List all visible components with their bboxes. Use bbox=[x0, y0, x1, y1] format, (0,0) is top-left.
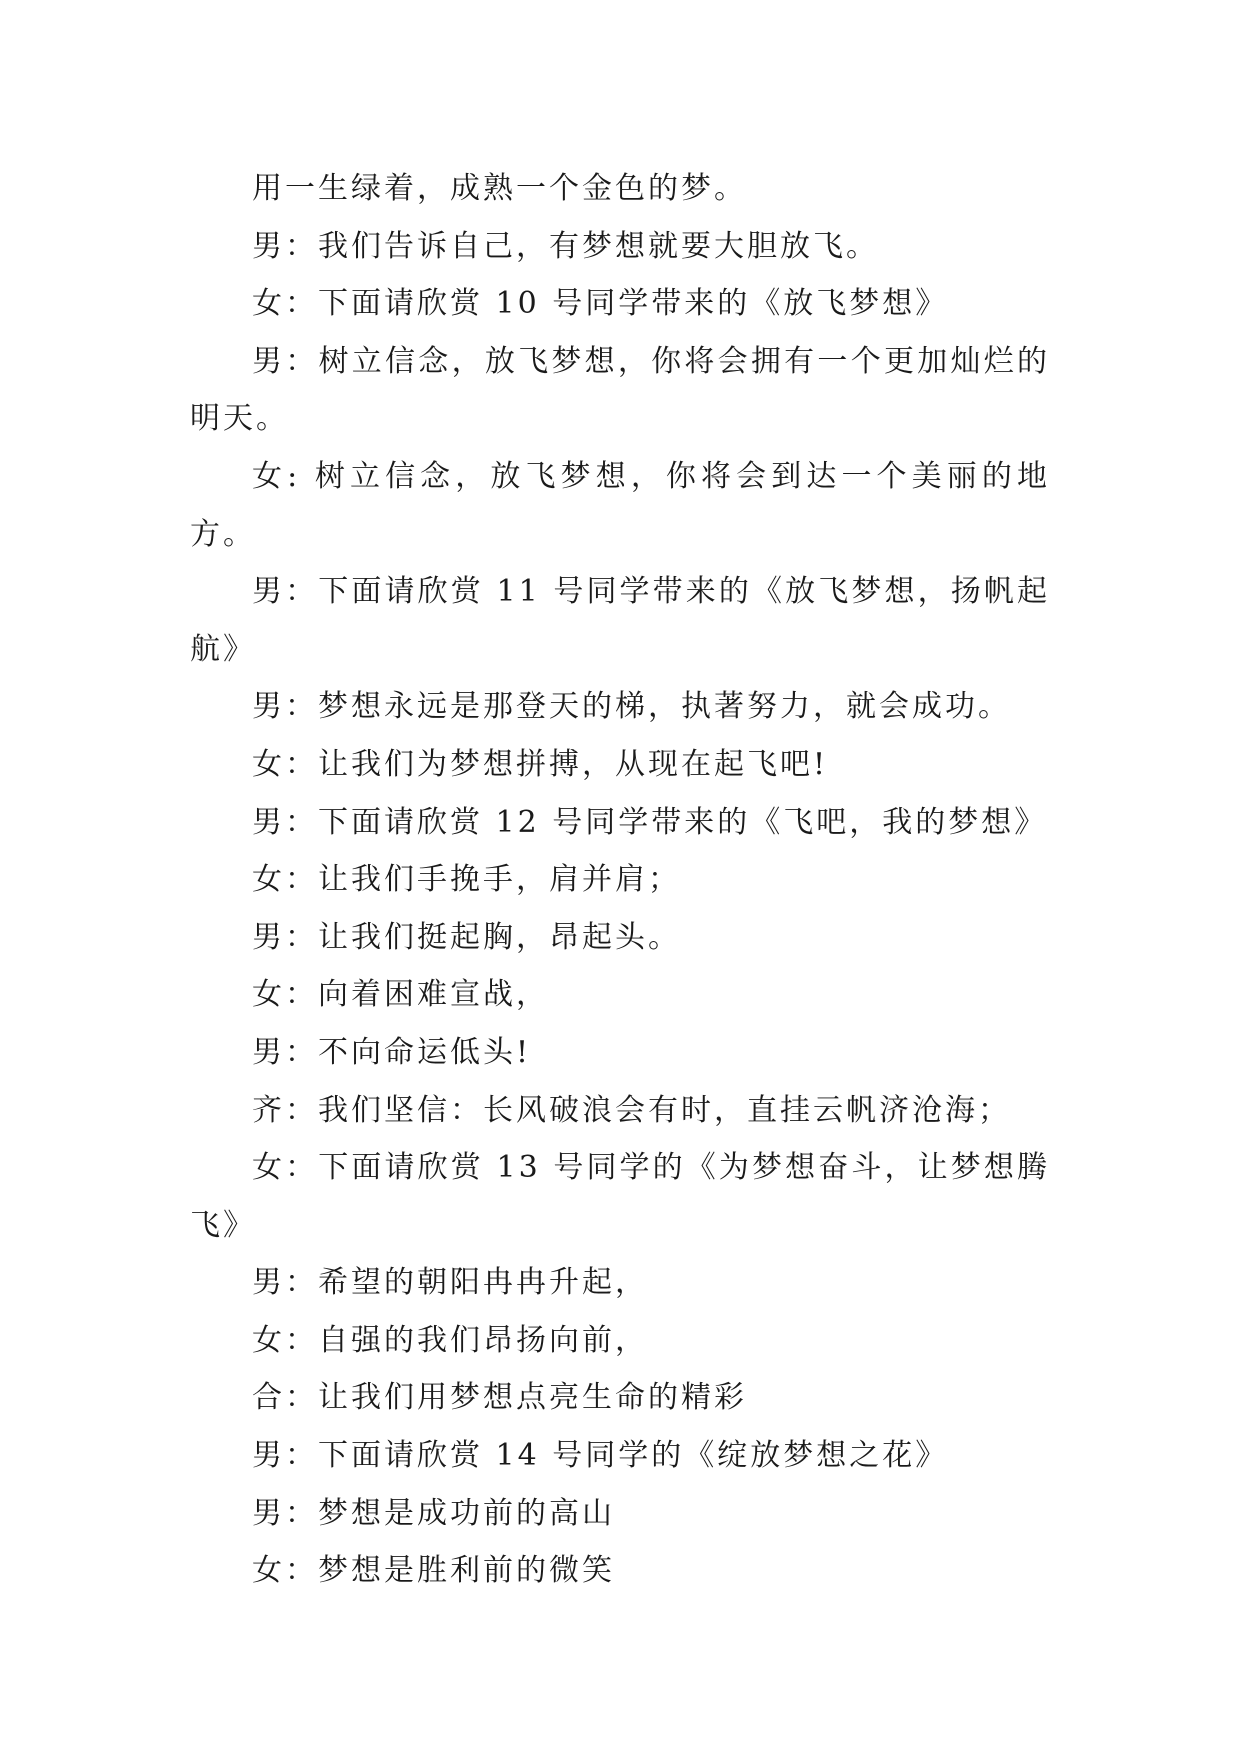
paragraph: 女：梦想是胜利前的微笑 bbox=[252, 1553, 615, 1589]
paragraph: 男：下面请欣赏 14 号同学的《绽放梦想之花》 bbox=[252, 1438, 949, 1474]
paragraph: 用一生绿着，成熟一个金色的梦。 bbox=[252, 171, 747, 206]
paragraph: 男：树立信念，放飞梦想，你将会拥有一个更加灿烂的明天。 bbox=[190, 343, 1050, 437]
paragraph: 男：下面请欣赏 11 号同学带来的《放飞梦想，扬帆起航》 bbox=[190, 574, 1050, 667]
paragraph: 女：自强的我们昂扬向前， bbox=[252, 1322, 648, 1358]
paragraph: 女: 树立信念，放飞梦想，你将会到达一个美丽的地方。 bbox=[190, 458, 1050, 552]
document-body bbox=[190, 160, 1050, 1600]
paragraph: 男：梦想永远是那登天的梯，执著努力，就会成功。 bbox=[252, 689, 1011, 725]
paragraph: 男：不向命运低头! bbox=[252, 1034, 532, 1070]
paragraph: 女：下面请欣赏 10 号同学带来的《放飞梦想》 bbox=[252, 286, 949, 322]
paragraph: 男：梦想是成功前的高山 bbox=[252, 1495, 615, 1531]
paragraph: 男：希望的朝阳冉冉升起， bbox=[252, 1265, 648, 1301]
paragraph: 男：让我们挺起胸，昂起头。 bbox=[252, 919, 681, 955]
paragraph: 女：让我们手挽手，肩并肩； bbox=[252, 862, 681, 898]
paragraph: 女：下面请欣赏 13 号同学的《为梦想奋斗，让梦想腾飞》 bbox=[190, 1150, 1050, 1243]
paragraph: 女：向着困难宣战， bbox=[252, 977, 549, 1013]
paragraph: 男：我们告诉自己，有梦想就要大胆放飞。 bbox=[252, 228, 879, 264]
paragraph: 齐：我们坚信：长风破浪会有时，直挂云帆济沧海； bbox=[252, 1092, 1011, 1128]
paragraph: 女：让我们为梦想拼搏，从现在起飞吧! bbox=[252, 746, 829, 782]
paragraph: 男：下面请欣赏 12 号同学带来的《飞吧，我的梦想》 bbox=[252, 804, 1048, 840]
paragraph: 合：让我们用梦想点亮生命的精彩 bbox=[252, 1380, 747, 1416]
